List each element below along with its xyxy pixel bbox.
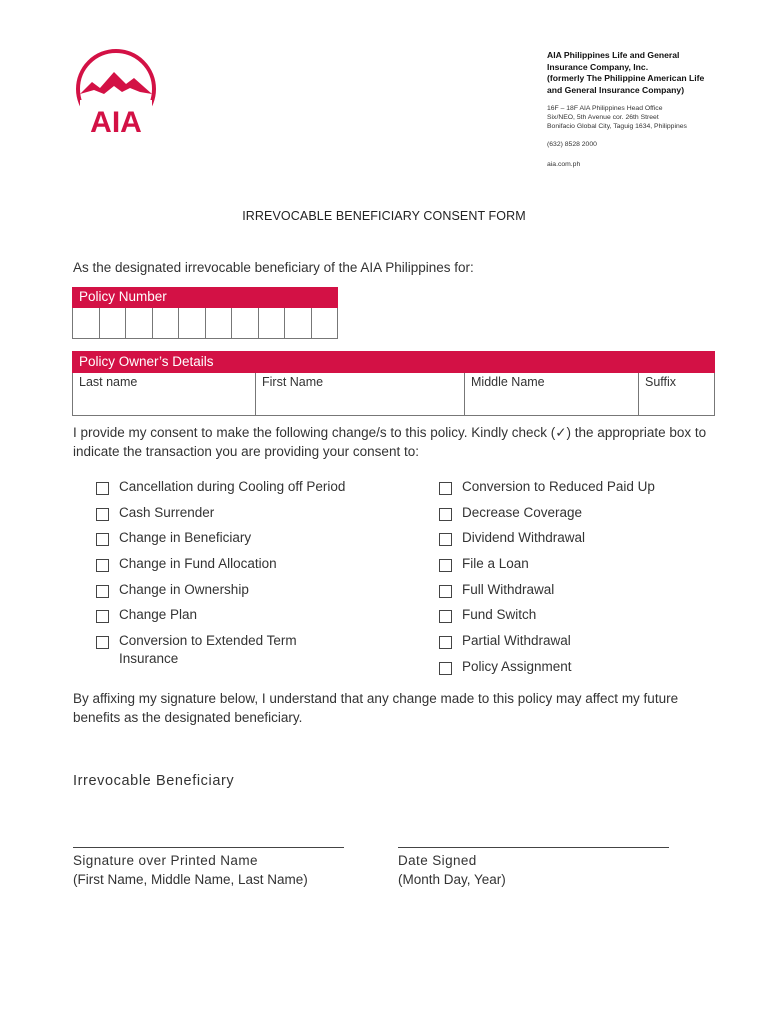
policy-number-boxes <box>72 308 338 339</box>
option-conversion-reduced-paid-up[interactable]: Conversion to Reduced Paid Up <box>439 478 729 504</box>
policy-number-box[interactable] <box>126 308 153 338</box>
form-title: IRREVOCABLE BENEFICIARY CONSENT FORM <box>242 209 526 223</box>
option-change-in-ownership[interactable]: Change in Ownership <box>96 581 386 607</box>
checkbox[interactable] <box>439 533 452 546</box>
policy-number-box[interactable] <box>312 308 338 338</box>
signature-line[interactable] <box>73 847 344 848</box>
checkbox[interactable] <box>439 662 452 675</box>
consent-text: I provide my consent to make the following change/s to this policy. Kindly check (✓) the appropriate box to indicate the transaction you are providing your consent to: <box>73 425 707 459</box>
signature-label: Signature over Printed Name <box>73 853 258 868</box>
checkbox[interactable] <box>439 610 452 623</box>
signature-sublabel: (First Name, Middle Name, Last Name) <box>73 872 308 887</box>
option-change-in-fund-allocation[interactable]: Change in Fund Allocation <box>96 555 386 581</box>
policy-number-box[interactable] <box>259 308 286 338</box>
checkbox[interactable] <box>439 636 452 649</box>
option-fund-switch[interactable]: Fund Switch <box>439 606 729 632</box>
options-left <box>96 478 386 676</box>
checkbox[interactable] <box>96 559 109 572</box>
policy-number-box[interactable] <box>232 308 259 338</box>
policy-owner-header: Policy Owner’s Details <box>72 351 715 373</box>
checkbox[interactable] <box>96 585 109 598</box>
date-sublabel: (Month Day, Year) <box>398 872 506 887</box>
option-decrease-coverage[interactable]: Decrease Coverage <box>439 504 729 530</box>
option-cancellation-cooling-off[interactable]: Cancellation during Cooling off Period <box>96 478 386 504</box>
policy-number-box[interactable] <box>285 308 312 338</box>
option-cash-surrender[interactable]: Cash Surrender <box>96 504 386 530</box>
policy-number-box[interactable] <box>206 308 233 338</box>
option-policy-assignment[interactable]: Policy Assignment <box>439 658 729 684</box>
option-change-plan[interactable]: Change Plan <box>96 606 386 632</box>
affix-text: By affixing my signature below, I understand that any change made to this policy may affect my future benefits as the designated beneficiary. <box>73 691 679 725</box>
suffix-field[interactable]: Suffix <box>645 375 677 389</box>
checkbox[interactable] <box>96 508 109 521</box>
checkbox[interactable] <box>96 533 109 546</box>
options-right <box>439 478 729 684</box>
company-phone: (632) 8528 2000 <box>547 141 597 149</box>
date-label: Date Signed <box>398 853 477 868</box>
company-address: 16F – 18F AIA Philippines Head Office Six/NEO, 5th Avenue cor. 26th Street Bonifacio Global City, Taguig 1634, Philippines <box>547 105 687 130</box>
policy-number-box[interactable] <box>73 308 100 338</box>
policy-number-box[interactable] <box>100 308 127 338</box>
checkbox[interactable] <box>439 585 452 598</box>
option-partial-withdrawal[interactable]: Partial Withdrawal <box>439 632 729 658</box>
policy-owner-fields <box>72 373 715 416</box>
aia-logo <box>70 48 162 140</box>
date-line[interactable] <box>398 847 669 848</box>
option-change-in-beneficiary[interactable]: Change in Beneficiary <box>96 529 386 555</box>
company-info <box>547 50 747 170</box>
last-name-field[interactable]: Last name <box>73 373 256 415</box>
middle-name-field[interactable]: Middle Name <box>465 373 639 415</box>
intro-text: As the designated irrevocable beneficiary of the AIA Philippines for: <box>73 260 474 275</box>
checkbox[interactable] <box>439 508 452 521</box>
option-dividend-withdrawal[interactable]: Dividend Withdrawal <box>439 529 729 555</box>
company-name: AIA Philippines Life and General Insurance Company, Inc. (formerly The Philippine American Life and General Insurance Company) <box>547 50 705 95</box>
option-file-a-loan[interactable]: File a Loan <box>439 555 729 581</box>
checkbox[interactable] <box>96 482 109 495</box>
checkbox[interactable] <box>439 559 452 572</box>
checkbox[interactable] <box>96 610 109 623</box>
option-full-withdrawal[interactable]: Full Withdrawal <box>439 581 729 607</box>
beneficiary-heading: Irrevocable Beneficiary <box>73 773 235 789</box>
first-name-field[interactable]: First Name <box>256 373 465 415</box>
option-conversion-extended-term[interactable]: Conversion to Extended Term Insurance <box>96 632 386 676</box>
policy-number-box[interactable] <box>153 308 180 338</box>
policy-number-header: Policy Number <box>72 287 338 308</box>
company-website: aia.com.ph <box>547 160 581 168</box>
checkbox[interactable] <box>96 636 109 649</box>
policy-number-box[interactable] <box>179 308 206 338</box>
logo-text: AIA <box>90 106 142 139</box>
checkbox[interactable] <box>439 482 452 495</box>
